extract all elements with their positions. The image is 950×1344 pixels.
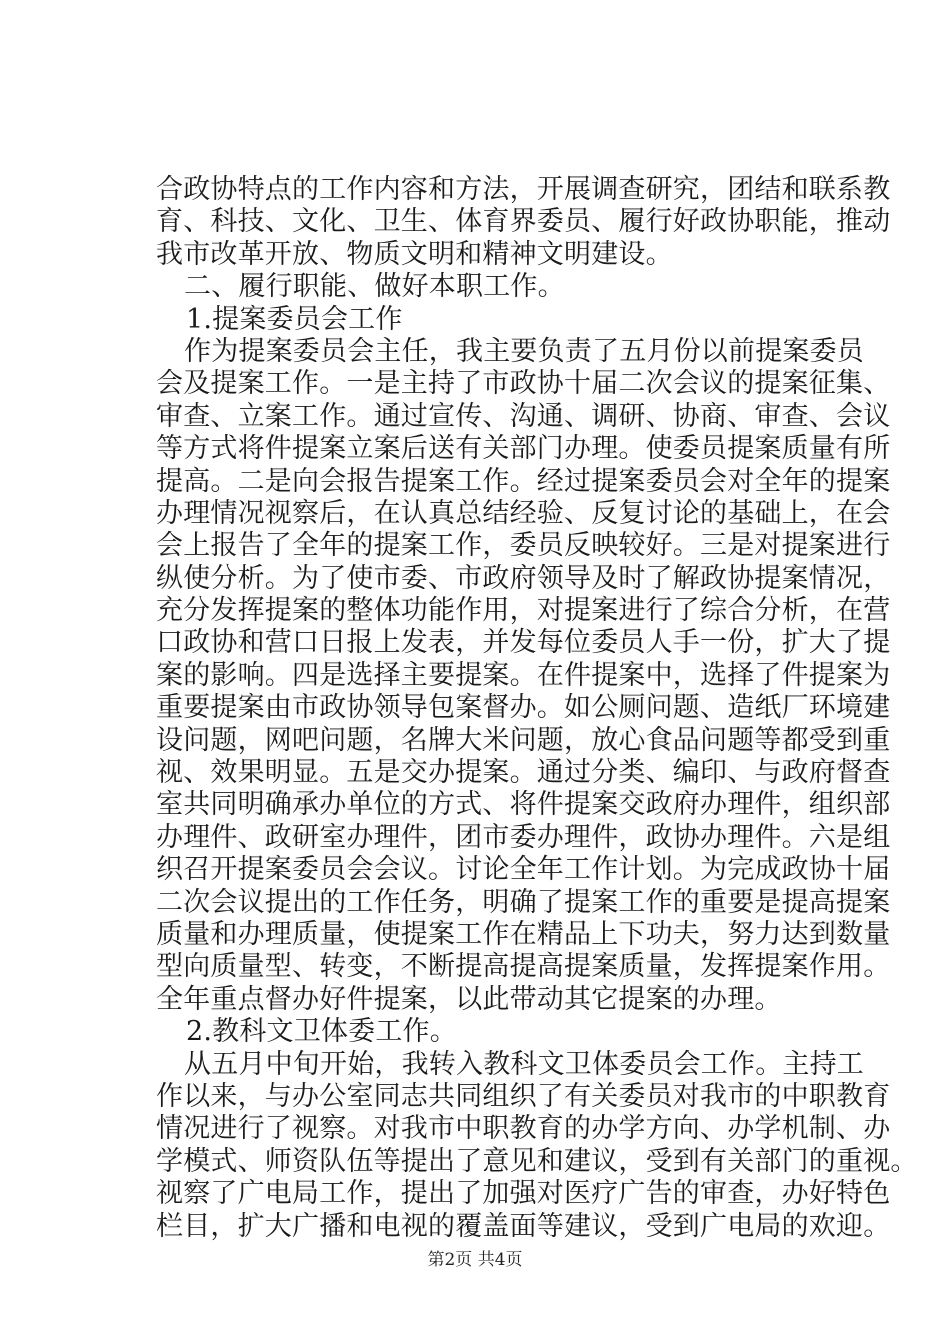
text-line: 室共同明确承办单位的方式、将件提案交政府办理件，组织部 — [156, 789, 891, 821]
text-line: 作以来，与办公室同志共同组织了有关委员对我市的中职教育 — [156, 1080, 891, 1112]
text-line: 从五月中旬开始，我转入教科文卫体委员会工作。主持工 — [184, 1048, 864, 1080]
text-line: 织召开提案委员会会议。讨论全年工作计划。为完成政协十届 — [156, 854, 891, 886]
text-line: 案的影响。四是选择主要提案。在件提案中，选择了件提案为 — [156, 659, 891, 691]
page-footer: 第2页 共4页 — [427, 1250, 523, 1270]
document-body — [156, 174, 918, 1243]
text-line: 充分发挥提案的整体功能作用，对提案进行了综合分析，在营 — [156, 595, 891, 627]
text-line: 二次会议提出的工作任务，明确了提案工作的重要是提高提案 — [156, 886, 891, 918]
text-line: 二、履行职能、做好本职工作。 — [184, 271, 565, 303]
text-line: 重要提案由市政协领导包案督办。如公厕问题、造纸厂环境建 — [156, 692, 891, 724]
text-line: 2.教科文卫体委工作。 — [186, 1016, 457, 1048]
text-line: 视、效果明显。五是交办提案。通过分类、编印、与政府督查 — [156, 757, 891, 789]
text-line: 审查、立案工作。通过宣传、沟通、调研、协商、审查、会议 — [156, 400, 891, 432]
text-line: 型向质量型、转变，不断提高提高提案质量，发挥提案作用。 — [156, 951, 891, 983]
text-line: 学模式、师资队伍等提出了意见和建议，受到有关部门的重视。 — [156, 1145, 918, 1177]
text-line: 我市改革开放、物质文明和精神文明建设。 — [156, 238, 673, 270]
text-line: 会上报告了全年的提案工作，委员反映较好。三是对提案进行 — [156, 530, 891, 562]
text-line: 等方式将件提案立案后送有关部门办理。使委员提案质量有所 — [156, 433, 891, 465]
text-line: 作为提案委员会主任，我主要负责了五月份以前提案委员 — [184, 335, 864, 367]
text-line: 质量和办理质量，使提案工作在精品上下功夫，努力达到数量 — [156, 918, 891, 950]
text-line: 栏目，扩大广播和电视的覆盖面等建议，受到广电局的欢迎。 — [156, 1210, 891, 1242]
text-line: 会及提案工作。一是主持了市政协十届二次会议的提案征集、 — [156, 368, 891, 400]
text-line: 1.提案委员会工作 — [186, 303, 403, 335]
text-line: 提高。二是向会报告提案工作。经过提案委员会对全年的提案 — [156, 465, 891, 497]
text-line: 办理件、政研室办理件，团市委办理件，政协办理件。六是组 — [156, 821, 891, 853]
text-line: 办理情况视察后，在认真总结经验、反复讨论的基础上，在会 — [156, 497, 891, 529]
text-line: 育、科技、文化、卫生、体育界委员、履行好政协职能，推动 — [156, 206, 891, 238]
text-line: 全年重点督办好件提案，以此带动其它提案的办理。 — [156, 983, 782, 1015]
text-line: 设问题，网吧问题，名牌大米问题，放心食品问题等都受到重 — [156, 724, 891, 756]
text-line: 合政协特点的工作内容和方法，开展调查研究，团结和联系教 — [156, 174, 891, 205]
text-line: 情况进行了视察。对我市中职教育的办学方向、办学机制、办 — [156, 1113, 891, 1145]
text-line: 纵使分析。为了使市委、市政府领导及时了解政协提案情况， — [156, 562, 891, 594]
text-line: 口政协和营口日报上发表，并发每位委员人手一份，扩大了提 — [156, 627, 891, 659]
text-line: 视察了广电局工作，提出了加强对医疗广告的审查，办好特色 — [156, 1178, 891, 1210]
